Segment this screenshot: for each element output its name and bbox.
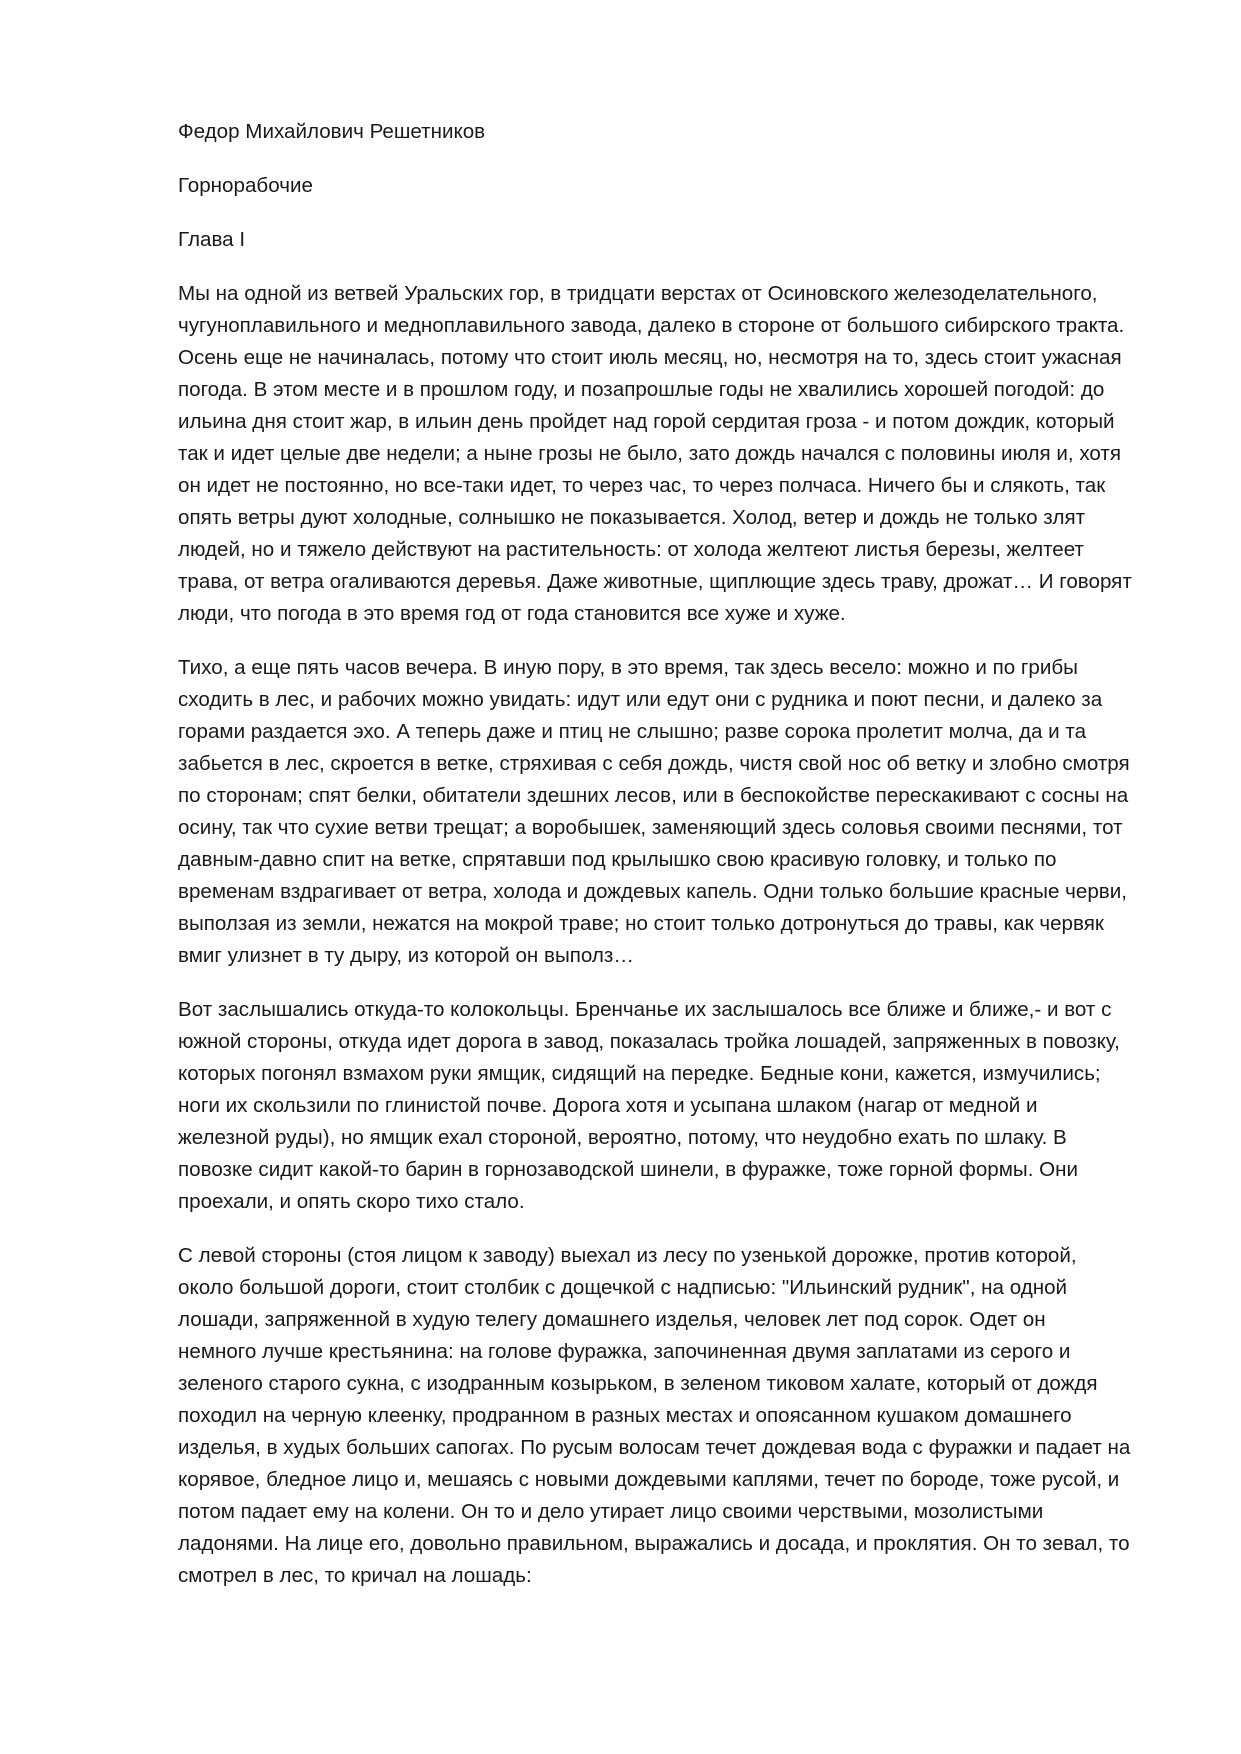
text-line: выползая из земли, нежатся на мокрой траве; но стоит только дотронуться до травы, как червяк bbox=[178, 912, 1104, 935]
text-line: лошади, запряженной в худую телегу домашнего изделья, человек лет под сорок. Одет он bbox=[178, 1308, 1046, 1331]
text-line: сходить в лес, и рабочих можно увидать: идут или едут они с рудника и поют песни, и далеко за bbox=[178, 688, 1103, 711]
work-title: Горнорабочие bbox=[178, 174, 313, 197]
text-line: Вот заслышались откуда-то колокольцы. Бренчанье их заслышалось все ближе и ближе,- и вот с bbox=[178, 998, 1112, 1021]
text-line: ильина дня стоит жар, в ильин день пройдет над горой сердитая гроза - и потом дождик, который bbox=[178, 410, 1115, 433]
text-line: южной стороны, откуда идет дорога в завод, показалась тройка лошадей, запряженных в повозку, bbox=[178, 1030, 1120, 1053]
text-line: смотрел в лес, то кричал на лошадь: bbox=[178, 1564, 532, 1587]
text-line: по сторонам; спят белки, обитатели здешних лесов, или в беспокойстве перескакивают с сосны на bbox=[178, 784, 1129, 807]
document-page bbox=[178, 116, 1153, 1592]
text-line: которых погонял взмахом руки ямщик, сидящий на передке. Бедные кони, кажется, измучились; bbox=[178, 1062, 1101, 1085]
text-line: он идет не постоянно, но все-таки идет, то через час, то через полчаса. Ничего бы и слякоть, так bbox=[178, 474, 1106, 497]
paragraph-2 bbox=[178, 652, 1153, 972]
text-line: корявое, бледное лицо и, мешаясь с новыми дождевыми каплями, течет по бороде, тоже русой, и bbox=[178, 1468, 1120, 1491]
chapter-heading: Глава I bbox=[178, 228, 246, 251]
text-line: люди, что погода в это время год от года становится все хуже и хуже. bbox=[178, 602, 846, 625]
text-line: чугуноплавильного и медноплавильного завода, далеко в стороне от большого сибирского тракта. bbox=[178, 314, 1125, 337]
text-line: забьется в лес, скроется в ветке, стряхивая с себя дождь, чистя свой нос об ветку и злобно смотря bbox=[178, 752, 1130, 775]
text-line: ладонями. На лице его, довольно правильном, выражались и досада, и проклятия. Он то зевал, то bbox=[178, 1532, 1130, 1555]
text-line: давным-давно спит на ветке, спрятавши под крылышко свою красивую головку, и только по bbox=[178, 848, 1057, 871]
paragraph-3 bbox=[178, 994, 1153, 1218]
text-line: повозке сидит какой-то барин в горнозаводской шинели, в фуражке, тоже горной формы. Они bbox=[178, 1158, 1079, 1181]
text-line: зеленого старого сукна, с изодранным козырьком, в зеленом тиковом халате, который от дождя bbox=[178, 1372, 1098, 1395]
paragraph-1 bbox=[178, 278, 1153, 630]
text-line: Осень еще не начиналась, потому что стоит июль месяц, но, несмотря на то, здесь стоит ужасная bbox=[178, 346, 1122, 369]
text-line: Мы на одной из ветвей Уральских гор, в тридцати верстах от Осиновского железоделательного, bbox=[178, 282, 1098, 305]
text-line: проехали, и опять скоро тихо стало. bbox=[178, 1190, 525, 1213]
text-line: железной руды), но ямщик ехал стороной, вероятно, потому, что неудобно ехать по шлаку. В bbox=[178, 1126, 1067, 1149]
text-line: походил на черную клеенку, продранном в разных местах и опоясанном кушаком домашнего bbox=[178, 1404, 1072, 1427]
text-line: изделья, в худых больших сапогах. По русым волосам течет дождевая вода с фуражки и падает на bbox=[178, 1436, 1131, 1459]
text-line: ноги их скользили по глинистой почве. Дорога хотя и усыпана шлаком (нагар от медной и bbox=[178, 1094, 1038, 1117]
text-line: горами раздается эхо. А теперь даже и птиц не слышно; разве сорока пролетит молча, да и та bbox=[178, 720, 1087, 743]
text-line: людей, но и тяжело действуют на растительность: от холода желтеют листья березы, желтеет bbox=[178, 538, 1084, 561]
author-name: Федор Михайлович Решетников bbox=[178, 120, 486, 143]
text-line: осину, так что сухие ветви трещат; а воробышек, заменяющий здесь соловья своими песнями, тот bbox=[178, 816, 1123, 839]
paragraph-4 bbox=[178, 1240, 1153, 1592]
text-line: около большой дороги, стоит столбик с дощечкой с надписью: "Ильинский рудник", на одной bbox=[178, 1276, 1068, 1299]
text-line: вмиг улизнет в ту дыру, из которой он выполз… bbox=[178, 944, 634, 967]
text-line: потом падает ему на колени. Он то и дело утирает лицо своими черствыми, мозолистыми bbox=[178, 1500, 1044, 1523]
text-line: временам вздрагивает от ветра, холода и дождевых капель. Одни только большие красные черви, bbox=[178, 880, 1127, 903]
text-line: трава, от ветра огаливаются деревья. Даже животные, щиплющие здесь траву, дрожат… И говорят bbox=[178, 570, 1132, 593]
text-line: погода. В этом месте и в прошлом году, и позапрошлые годы не хвалились хорошей погодой: до bbox=[178, 378, 1105, 401]
text-line: опять ветры дуют холодные, солнышко не показывается. Холод, ветер и дождь не только злят bbox=[178, 506, 1086, 529]
text-line: Тихо, а еще пять часов вечера. В иную пору, в это время, так здесь весело: можно и по грибы bbox=[178, 656, 1078, 679]
text-line: так и идет целые две недели; а ныне грозы не было, зато дождь начался с половины июля и, хотя bbox=[178, 442, 1121, 465]
text-line: С левой стороны (стоя лицом к заводу) выехал из лесу по узенькой дорожке, против которой, bbox=[178, 1244, 1077, 1267]
text-line: немного лучше крестьянина: на голове фуражка, започиненная двумя заплатами из серого и bbox=[178, 1340, 1071, 1363]
